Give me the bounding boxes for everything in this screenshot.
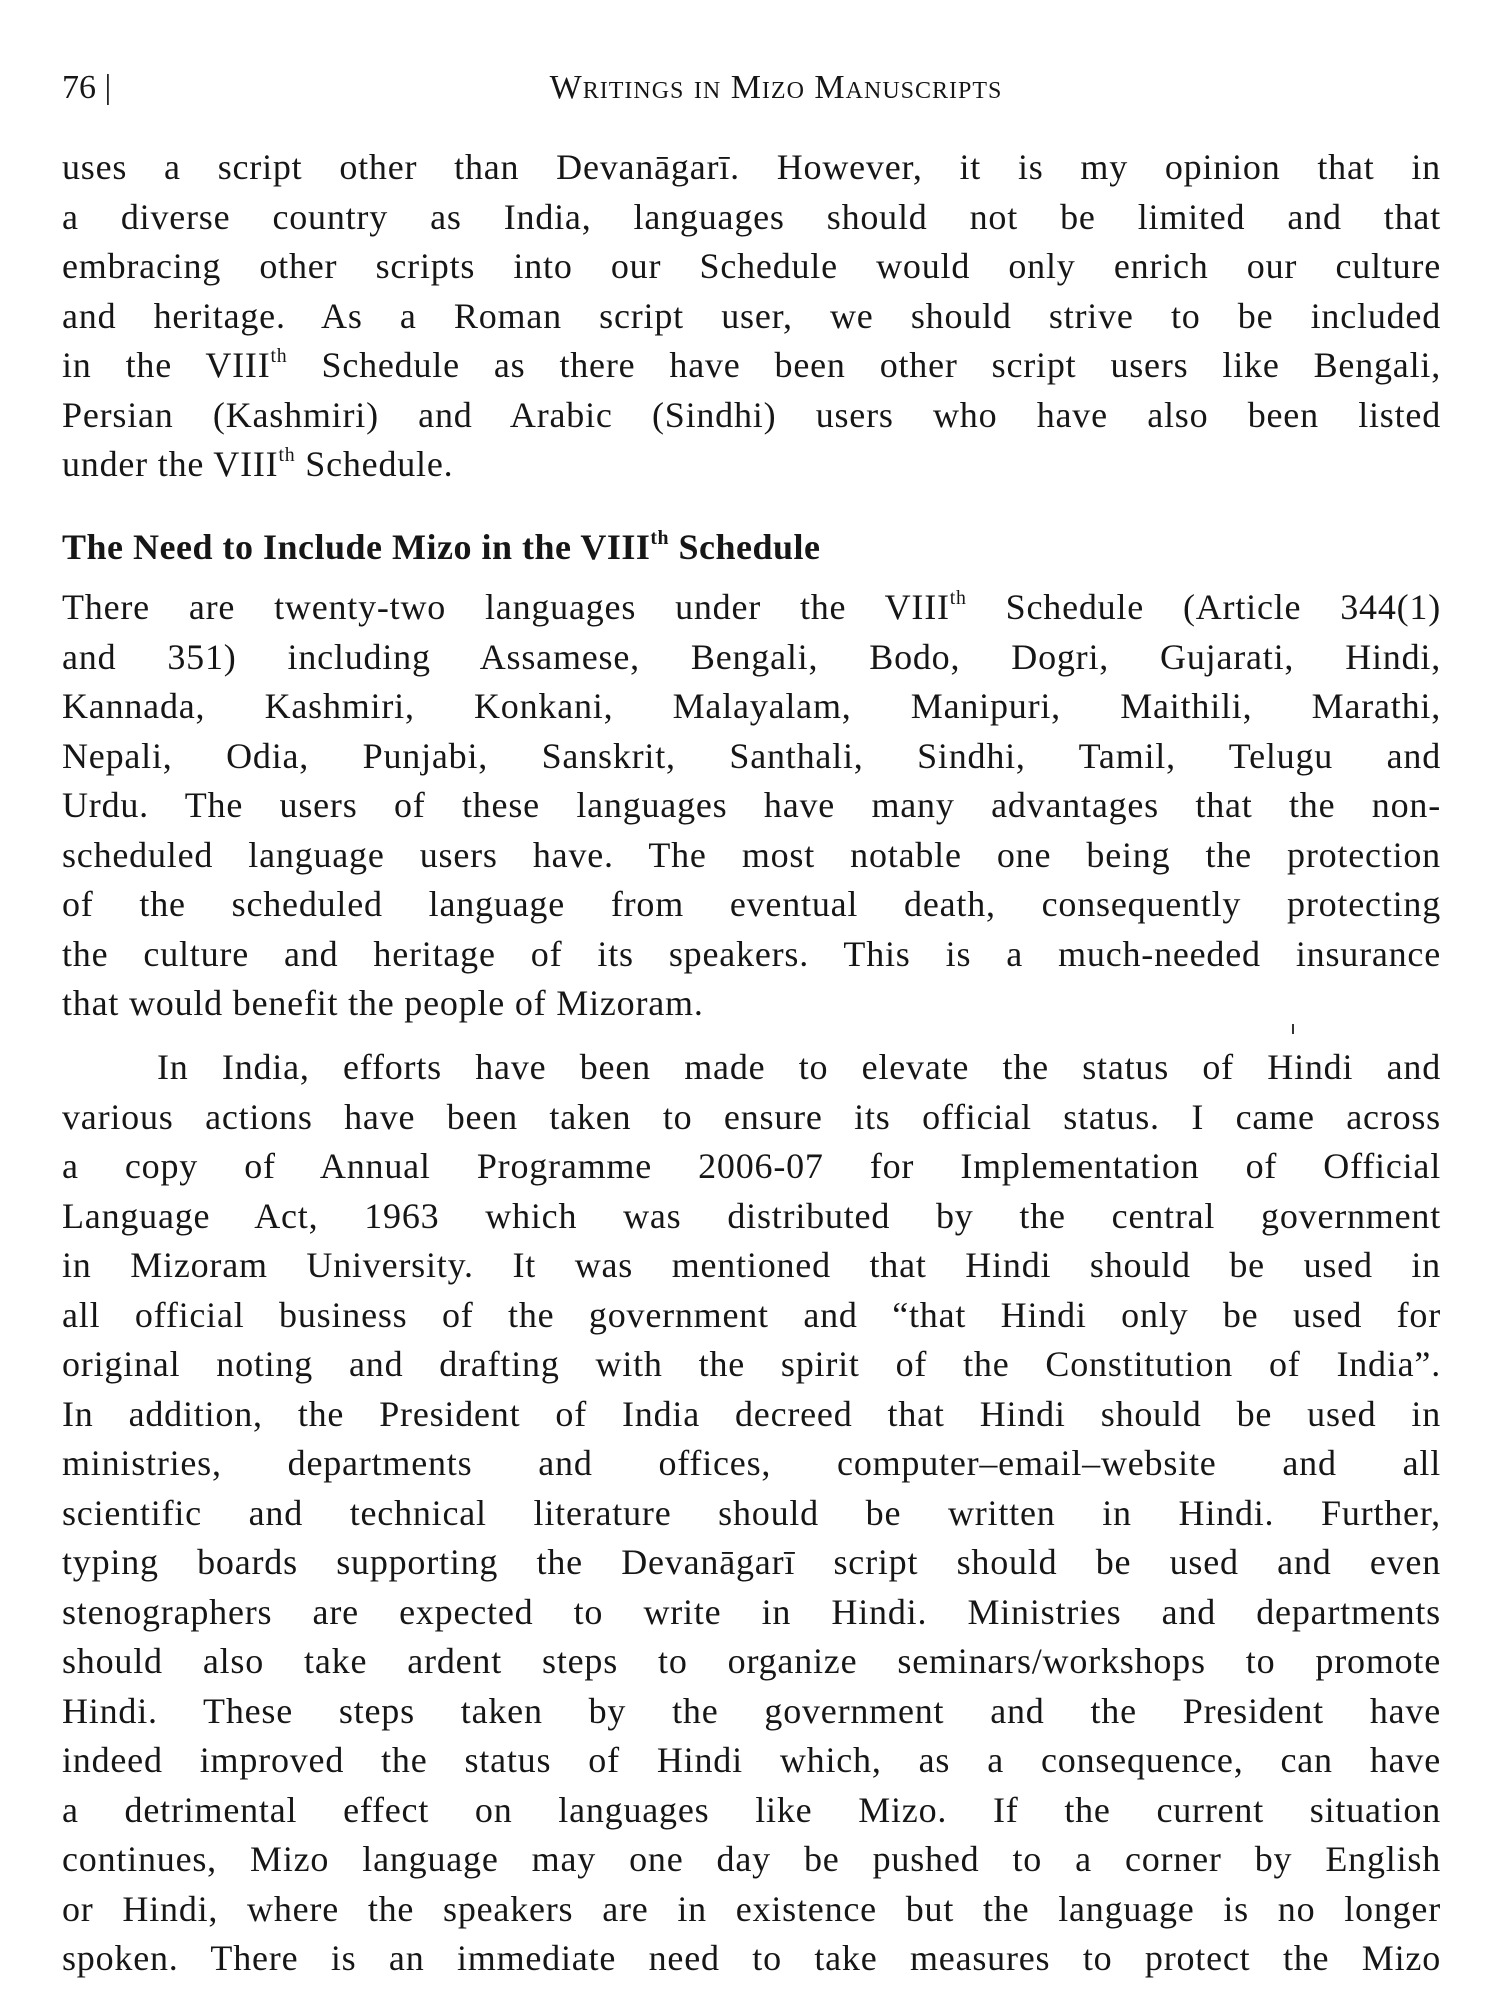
text-segment: scheduled language users have. The most notable one being the protection <box>62 834 1441 875</box>
text-segment: in the VIII <box>62 345 271 385</box>
text-line <box>62 1835 1441 1885</box>
text-segment: or Hindi, where the speakers are in existence but the language is no longer <box>62 1888 1441 1929</box>
text-segment: should also take ardent steps to organize seminars/workshops to promote <box>62 1641 1441 1681</box>
text-line <box>62 1241 1441 1291</box>
text-line <box>62 1093 1441 1143</box>
superscript: th <box>949 587 967 610</box>
margin-tick-mark <box>1292 1024 1294 1034</box>
text-segment: Schedule. <box>295 444 454 484</box>
text-segment: typing boards supporting the Devanāgarī script should be used and even <box>62 1542 1441 1582</box>
text-line <box>62 831 1441 881</box>
text-line <box>62 1736 1441 1786</box>
paragraph-scheduled-languages <box>62 583 1441 1029</box>
text-line <box>62 732 1441 782</box>
text-segment: original noting and drafting with the spirit of the Constitution of India”. <box>62 1344 1441 1384</box>
text-segment: Hindi. These steps taken by the government and the President have <box>62 1690 1441 1731</box>
text-segment: ministries, departments and offices, computer–email–website and all <box>62 1443 1441 1483</box>
text-line <box>62 193 1441 243</box>
text-line <box>62 1786 1441 1836</box>
text-segment: various actions have been taken to ensure its official status. I came across <box>62 1096 1441 1137</box>
text-line <box>62 1043 1441 1093</box>
text-line <box>62 1687 1441 1737</box>
text-line <box>62 391 1441 441</box>
text-segment: a copy of Annual Programme 2006-07 for Implementation of Official <box>62 1146 1441 1186</box>
page-number: 76 | <box>62 69 112 106</box>
text-line <box>62 682 1441 732</box>
text-segment: continues, Mizo language may one day be pushed to a corner by English <box>62 1839 1441 1879</box>
text-line <box>62 1390 1441 1440</box>
text-line <box>62 1291 1441 1341</box>
text-line <box>62 143 1441 193</box>
text-segment: under the VIII <box>62 444 279 484</box>
text-segment: all official business of the government and “that Hindi only be used for <box>62 1294 1441 1335</box>
text-line <box>62 1489 1441 1539</box>
text-line <box>62 1192 1441 1242</box>
text-line <box>62 633 1441 683</box>
text-line <box>62 781 1441 831</box>
text-line <box>62 1637 1441 1687</box>
text-segment: in Mizoram University. It was mentioned that Hindi should be used in <box>62 1245 1441 1285</box>
section-heading <box>62 523 1441 573</box>
text-segment: and 351) including Assamese, Bengali, Bodo, Dogri, Gujarati, Hindi, <box>62 636 1441 677</box>
text-segment: spoken. There is an immediate need to take measures to protect the Mizo <box>62 1938 1441 1978</box>
text-line <box>62 523 1441 573</box>
text-segment: embracing other scripts into our Schedule would only enrich our culture <box>62 246 1441 286</box>
text-segment: scientific and technical literature should be written in Hindi. Further, <box>62 1492 1441 1533</box>
text-segment: a diverse country as India, languages should not be limited and that <box>62 196 1441 237</box>
text-segment: The Need to Include Mizo in the VIII <box>62 527 651 567</box>
text-line <box>62 242 1441 292</box>
text-segment: In addition, the President of India decreed that Hindi should be used in <box>62 1393 1441 1434</box>
text-segment: uses a script other than Devanāgarī. However, it is my opinion that in <box>62 147 1441 187</box>
paragraph-hindi-status <box>62 1043 1441 1984</box>
superscript: th <box>278 444 296 467</box>
superscript: th <box>270 345 288 368</box>
text-segment: Nepali, Odia, Punjabi, Sanskrit, Santhali, Sindhi, Tamil, Telugu and <box>62 735 1441 776</box>
paragraph-intro <box>62 143 1441 490</box>
text-segment: Kannada, Kashmiri, Konkani, Malayalam, Manipuri, Maithili, Marathi, <box>62 686 1441 726</box>
text-segment: Schedule <box>668 527 821 567</box>
text-segment: that would benefit the people of Mizoram. <box>62 983 704 1023</box>
superscript: th <box>650 527 669 550</box>
text-segment: Schedule (Article 344(1) <box>966 587 1441 627</box>
text-segment: indeed improved the status of Hindi which, as a consequence, can have <box>62 1740 1441 1780</box>
text-line <box>62 1588 1441 1638</box>
text-line <box>62 1142 1441 1192</box>
text-segment: stenographers are expected to write in Hindi. Ministries and departments <box>62 1591 1441 1632</box>
text-segment: Schedule as there have been other script users like Bengali, <box>287 345 1441 385</box>
text-segment: There are twenty-two languages under the VIII <box>62 587 950 627</box>
text-segment: Urdu. The users of these languages have many advantages that the non- <box>62 785 1441 825</box>
text-line <box>62 1439 1441 1489</box>
text-line <box>62 930 1441 980</box>
text-segment: a detrimental effect on languages like Mizo. If the current situation <box>62 1789 1441 1830</box>
text-line <box>62 292 1441 342</box>
text-line <box>62 1885 1441 1935</box>
text-line <box>62 1934 1441 1984</box>
text-segment: the culture and heritage of its speakers. This is a much-needed insurance <box>62 933 1441 974</box>
text-line <box>62 583 1441 633</box>
text-line <box>62 341 1441 391</box>
text-segment: and heritage. As a Roman script user, we should strive to be included <box>62 295 1441 336</box>
text-line <box>62 1340 1441 1390</box>
text-segment: Language Act, 1963 which was distributed by the central government <box>62 1195 1441 1236</box>
text-line <box>62 440 1441 490</box>
text-segment: Persian (Kashmiri) and Arabic (Sindhi) users who have also been listed <box>62 394 1441 435</box>
text-line <box>62 1538 1441 1588</box>
text-segment: In India, efforts have been made to elevate the status of Hindi and <box>157 1047 1441 1087</box>
text-line <box>62 880 1441 930</box>
text-line <box>62 979 1441 1029</box>
text-segment: of the scheduled language from eventual death, consequently protecting <box>62 884 1441 924</box>
running-title: Writings in Mizo Manuscripts <box>549 69 1003 106</box>
